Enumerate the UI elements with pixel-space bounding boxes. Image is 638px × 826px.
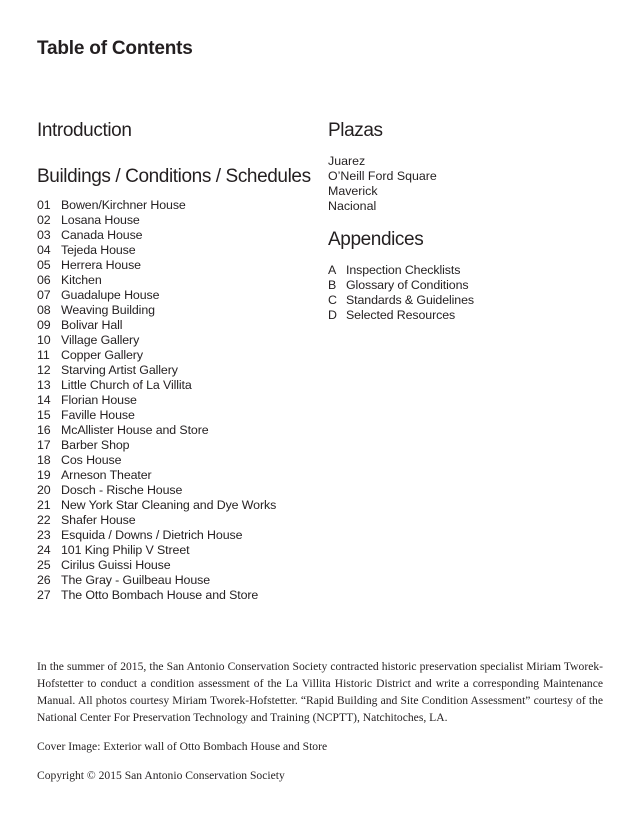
appendix-item[interactable] — [328, 293, 618, 308]
building-item-label: Tejeda House — [61, 243, 136, 257]
building-item[interactable] — [37, 438, 317, 453]
copyright-notice: Copyright © 2015 San Antonio Conservation Society — [37, 769, 285, 782]
building-item-label: Barber Shop — [61, 438, 130, 452]
building-item[interactable] — [37, 408, 317, 423]
toc-left-column — [37, 120, 317, 603]
building-item-number: 09 — [37, 318, 51, 332]
building-item-number: 16 — [37, 423, 51, 437]
building-item[interactable] — [37, 543, 317, 558]
appendices-heading: Appendices — [328, 229, 424, 250]
building-item-label: Dosch - Rische House — [61, 483, 183, 497]
building-item-label: Herrera House — [61, 258, 141, 272]
building-item[interactable] — [37, 333, 317, 348]
building-item-number: 13 — [37, 378, 51, 392]
building-item-number: 20 — [37, 483, 51, 497]
appendix-item-label: Selected Resources — [346, 308, 456, 322]
plazas-list — [328, 154, 618, 214]
building-item[interactable] — [37, 303, 317, 318]
building-item-number: 17 — [37, 438, 51, 452]
credits-paragraph: In the summer of 2015, the San Antonio Conservation Society contracted historic preservation specialist Miriam Tworek-Hofstetter to conduct a condition assessment of the La Villita Historic District and write a corresponding Maintenance Manual. All photos courtesy Miriam Tworek-Hofstetter. “Rapid Building and Site Condition Assessment” courtesy of the National Center For Preservation Technology and Training (NCPTT), Natchitoches, LA. — [37, 660, 603, 724]
building-item-number: 06 — [37, 273, 51, 287]
building-item-number: 05 — [37, 258, 51, 272]
plazas-heading: Plazas — [328, 120, 383, 141]
building-item-label: Arneson Theater — [61, 468, 152, 482]
footer-notes — [37, 658, 603, 796]
building-item-label: Kitchen — [61, 273, 102, 287]
plaza-item[interactable]: O’Neill Ford Square — [328, 169, 437, 183]
introduction-heading[interactable]: Introduction — [37, 120, 132, 141]
building-item-label: Cirilus Guissi House — [61, 558, 171, 572]
building-item-label: Copper Gallery — [61, 348, 143, 362]
plaza-item[interactable]: Juarez — [328, 154, 366, 168]
building-item-number: 21 — [37, 498, 51, 512]
building-item-number: 27 — [37, 588, 51, 602]
cover-image-credit: Cover Image: Exterior wall of Otto Bombach House and Store — [37, 740, 328, 753]
building-item[interactable] — [37, 468, 317, 483]
building-item[interactable] — [37, 498, 317, 513]
building-item-label: Esquida / Downs / Dietrich House — [61, 528, 243, 542]
appendix-item-number: A — [328, 263, 337, 277]
building-item[interactable] — [37, 273, 317, 288]
building-item[interactable] — [37, 453, 317, 468]
building-item-number: 02 — [37, 213, 51, 227]
building-item[interactable] — [37, 558, 317, 573]
appendix-item[interactable] — [328, 278, 618, 293]
appendix-item-number: C — [328, 293, 337, 307]
appendix-item-label: Glossary of Conditions — [346, 278, 469, 292]
building-item[interactable] — [37, 228, 317, 243]
plaza-item[interactable]: Maverick — [328, 184, 378, 198]
building-item-number: 15 — [37, 408, 51, 422]
building-item[interactable] — [37, 393, 317, 408]
building-item[interactable] — [37, 213, 317, 228]
building-item-label: Bowen/Kirchner House — [61, 198, 186, 212]
building-item[interactable] — [37, 363, 317, 378]
building-item-label: Village Gallery — [61, 333, 140, 347]
building-item-label: Weaving Building — [61, 303, 155, 317]
appendix-item-number: D — [328, 308, 337, 322]
building-item-number: 14 — [37, 393, 51, 407]
building-item-label: Canada House — [61, 228, 143, 242]
building-item-label: Losana House — [61, 213, 140, 227]
building-item-number: 18 — [37, 453, 51, 467]
building-item[interactable] — [37, 243, 317, 258]
building-item[interactable] — [37, 318, 317, 333]
building-item[interactable] — [37, 348, 317, 363]
building-item[interactable] — [37, 198, 317, 213]
appendices-list — [328, 263, 618, 323]
building-item-label: Bolivar Hall — [61, 318, 123, 332]
toc-right-column — [328, 120, 618, 323]
building-item-number: 11 — [37, 348, 50, 362]
building-item[interactable] — [37, 378, 317, 393]
buildings-heading: Buildings / Conditions / Schedules — [37, 166, 311, 187]
building-item-label: Florian House — [61, 393, 137, 407]
appendix-item[interactable] — [328, 263, 618, 278]
building-item[interactable] — [37, 423, 317, 438]
building-item[interactable] — [37, 513, 317, 528]
appendix-item[interactable] — [328, 308, 618, 323]
building-item-label: 101 King Philip V Street — [61, 543, 190, 557]
building-item-label: Faville House — [61, 408, 135, 422]
building-item-label: Little Church of La Villita — [61, 378, 192, 392]
building-item-number: 01 — [37, 198, 51, 212]
building-item-number: 22 — [37, 513, 51, 527]
building-item-number: 25 — [37, 558, 51, 572]
building-item-number: 03 — [37, 228, 51, 242]
building-item[interactable] — [37, 258, 317, 273]
building-item-label: New York Star Cleaning and Dye Works — [61, 498, 277, 512]
building-item-number: 07 — [37, 288, 51, 302]
building-item-label: McAllister House and Store — [61, 423, 209, 437]
appendix-item-label: Inspection Checklists — [346, 263, 461, 277]
building-item-number: 24 — [37, 543, 51, 557]
building-item-number: 10 — [37, 333, 51, 347]
buildings-list — [37, 198, 317, 603]
building-item-number: 12 — [37, 363, 51, 377]
appendix-item-label: Standards & Guidelines — [346, 293, 474, 307]
building-item[interactable] — [37, 288, 317, 303]
page-title: Table of Contents — [37, 38, 193, 59]
building-item-label: Guadalupe House — [61, 288, 160, 302]
appendix-item-number: B — [328, 278, 337, 292]
building-item-label: Cos House — [61, 453, 122, 467]
building-item-label: The Otto Bombach House and Store — [61, 588, 259, 602]
building-item-number: 23 — [37, 528, 51, 542]
building-item-label: Shafer House — [61, 513, 136, 527]
building-item-number: 19 — [37, 468, 51, 482]
building-item[interactable] — [37, 588, 317, 603]
building-item[interactable] — [37, 528, 317, 543]
building-item[interactable] — [37, 483, 317, 498]
building-item-number: 04 — [37, 243, 51, 257]
plaza-item[interactable]: Nacional — [328, 199, 377, 213]
building-item-number: 26 — [37, 573, 51, 587]
building-item-label: The Gray - Guilbeau House — [61, 573, 211, 587]
building-item-number: 08 — [37, 303, 51, 317]
building-item-label: Starving Artist Gallery — [61, 363, 178, 377]
building-item[interactable] — [37, 573, 317, 588]
